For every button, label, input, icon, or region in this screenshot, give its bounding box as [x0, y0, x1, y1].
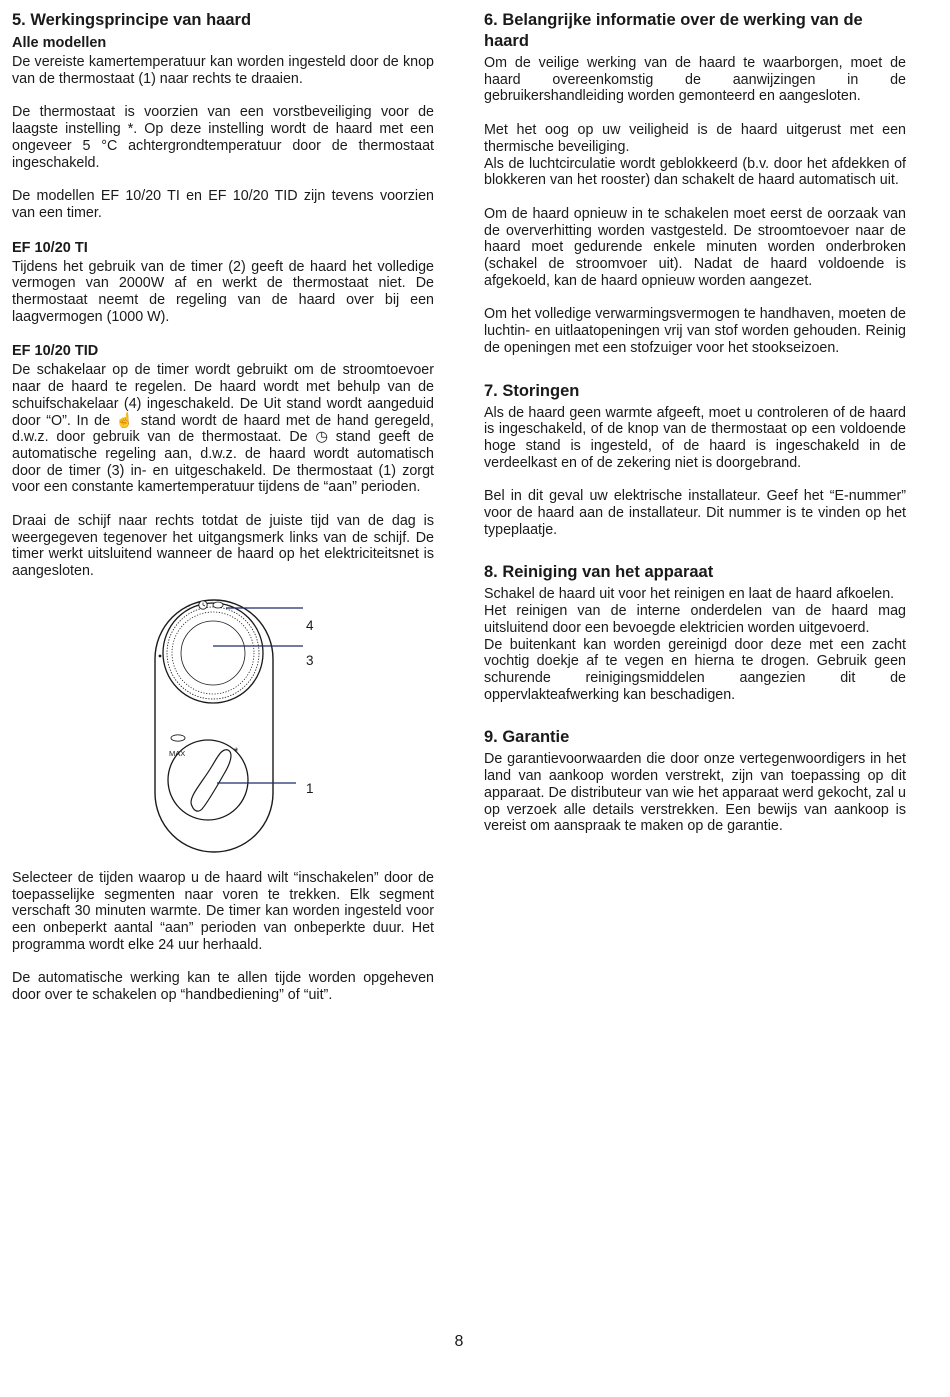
segments-paragraph: Selecteer de tijden waarop u de haard wilt “inschakelen” door de toepasselijke segmenten naar voren te trekken. Elk segment verschaft 30 minuten warmte. De timer kan worden ingesteld voor een onbeperkt aantal “aan” perioden van onbeperkte duur. Het programma wordt elke 24 uur herhaald. [12, 869, 434, 953]
callout-3: 3 [306, 652, 314, 668]
right-column [484, 10, 906, 852]
section-6-paragraph-2a: Met het oog op uw veiligheid is de haard uitgerust met een thermische beveiliging. [484, 122, 906, 155]
dial-paragraph: Draai de schijf naar rechts totdat de juiste tijd van de dag is weergegeven tegenover het uitgangsmerk links van de schijf. De timer werkt uitsluitend wanneer de haard op het elektriciteitsnet is aangesloten. [12, 513, 434, 580]
section-6-title: 6. Belangrijke informatie over de werking van de haard [484, 11, 863, 50]
frost-symbol-icon: * [234, 745, 239, 758]
section-5-paragraph-2: De thermostaat is voorzien van een vorstbeveiliging voor de laagste instelling *. Op deze instelling wordt de haard met een ongeveer 5 °C achtergrondtemperatuur door de thermostaat ingeschakeld. [12, 104, 434, 171]
section-9-paragraph-1: De garantievoorwaarden die door onze vertegenwoordigers in het land van aankoop worden verstrekt, zijn van toepassing op dit apparaat. De distributeur van wie het apparaat werd gekocht, zal u op verzoek alle details verstrekken. Een bewijs van aankoop is vereist om aanspraak te maken op de garantie. [484, 751, 906, 835]
ef-tid-paragraph: De schakelaar op de timer wordt gebruikt om de stroomtoevoer naar de haard te regelen. De haard wordt met behulp van de schuifschakelaar (4) ingeschakeld. De Uit stand wordt aangeduid door “O”. In de ☝ stand wordt de haard met de hand geregeld, d.w.z. door gebruik van de thermostaat. De ◷ stand geeft de automatische regeling aan, d.w.z. de haard wordt automatisch door de timer (3) in- en uitgeschakeld. De thermostaat (1) zorgt voor een constante kamertemperatuur tijdens de “aan” perioden. [12, 362, 434, 496]
section-5-paragraph-1: De vereiste kamertemperatuur kan worden ingesteld door de knop van de thermostaat (1) naar rechts te draaien. [12, 54, 434, 87]
section-8-paragraph-3: De buitenkant kan worden gereinigd door deze met een zacht vochtig doekje af te vegen en hierna te drogen. Gebruik geen schurende reinigingsmiddelen aangezien dit de oppervlakteafwerking kan beschadigen. [484, 636, 906, 703]
thermostat-knob-icon [168, 740, 248, 820]
section-6-paragraph-3: Om de haard opnieuw in te schakelen moet eerst de oorzaak van de oververhitting worden vastgesteld. De stroomtoevoer naar de haard moet gedurende enkele minuten worden onderbroken (schakel de stroomvoer uit). Nadat de haard voldoende is afgekoeld, kan de haard opnieuw worden aangezet. [484, 205, 906, 289]
ef-ti-paragraph: Tijdens het gebruik van de timer (2) geeft de haard het volledige vermogen van 2000W af en werkt de thermostaat niet. De thermostaat neemt de regeling van de haard over bij een laagvermogen (1000 W). [12, 258, 434, 325]
section-6-paragraph-2b: Als de luchtcirculatie wordt geblokkeerd (b.v. door het afdekken of blokkeren van het rooster) dan schakelt de haard automatisch uit. [484, 155, 906, 189]
automatic-override-paragraph: De automatische werking kan te allen tijde worden opgeheven door over te schakelen op “handbediening” of “uit”. [12, 970, 434, 1004]
section-7-title: 7. Storingen [484, 381, 580, 400]
section-7-paragraph-1: Als de haard geen warmte afgeeft, moet u controleren of de haard is ingeschakeld, of de knop van de thermostaat op een voldoende hoge stand is ingesteld, of de haard is ingeschakeld in de verdeelkast en of de zekering niet is doorgebrand. [484, 404, 906, 471]
section-5-title: 5. Werkingsprincipe van haard [12, 11, 252, 29]
ef-tid-subtitle: EF 10/20 TID [12, 343, 99, 360]
section-6-paragraph-4: Om het volledige verwarmingsvermogen te handhaven, moeten de luchtin- en uitlaatopeningen vrij van stof worden gehouden. Reinig de openingen met een stofzuiger voor het stookseizoen. [484, 306, 906, 356]
all-models-subtitle: Alle modellen [12, 35, 107, 51]
heater-control-drawing [12, 598, 434, 853]
section-7-paragraph-2: Bel in dit geval uw elektrische installateur. Geef het “E-nummer” voor de haard aan de installateur. Dit nummer is te vinden op het typeplaatje. [484, 488, 906, 538]
max-label: MAX [169, 748, 186, 758]
callout-1: 1 [306, 780, 314, 796]
callout-4: 4 [306, 617, 314, 633]
heater-control-figure [12, 598, 434, 853]
left-column [12, 10, 434, 1021]
ef-ti-subtitle: EF 10/20 TI [12, 239, 88, 256]
timer-dial-outer-icon [163, 603, 263, 703]
control-panel-outline [155, 600, 273, 852]
start-mark-icon [159, 654, 162, 657]
section-8-paragraph-2: Het reinigen van de interne onderdelen van de haard mag uitsluitend door een bevoegde elektricien worden uitgevoerd. [484, 603, 906, 636]
section-6-paragraph-1: Om de veilige werking van de haard te waarborgen, moet de haard overeenkomstig de aanwijzingen in de gebruikershandleiding worden gemonteerd en aangesloten. [484, 55, 906, 105]
timer-dial-centre [181, 621, 245, 685]
page-number: 8 [454, 1333, 464, 1350]
thermostat-knob-grip [191, 750, 231, 811]
manual-hand-icon: ☝ [186, 602, 191, 611]
indicator-lamp-icon [171, 735, 185, 741]
section-8-title: 8. Reiniging van het apparaat [484, 563, 714, 582]
timer-segments-inner-ring [172, 612, 254, 694]
section-8-paragraph-1: Schakel de haard uit voor het reinigen en laat de haard afkoelen. [484, 586, 895, 603]
section-5-paragraph-3: De modellen EF 10/20 TI en EF 10/20 TID zijn tevens voorzien van een timer. [12, 188, 434, 221]
slide-switch-icon [213, 602, 223, 608]
section-9-title: 9. Garantie [484, 728, 570, 747]
